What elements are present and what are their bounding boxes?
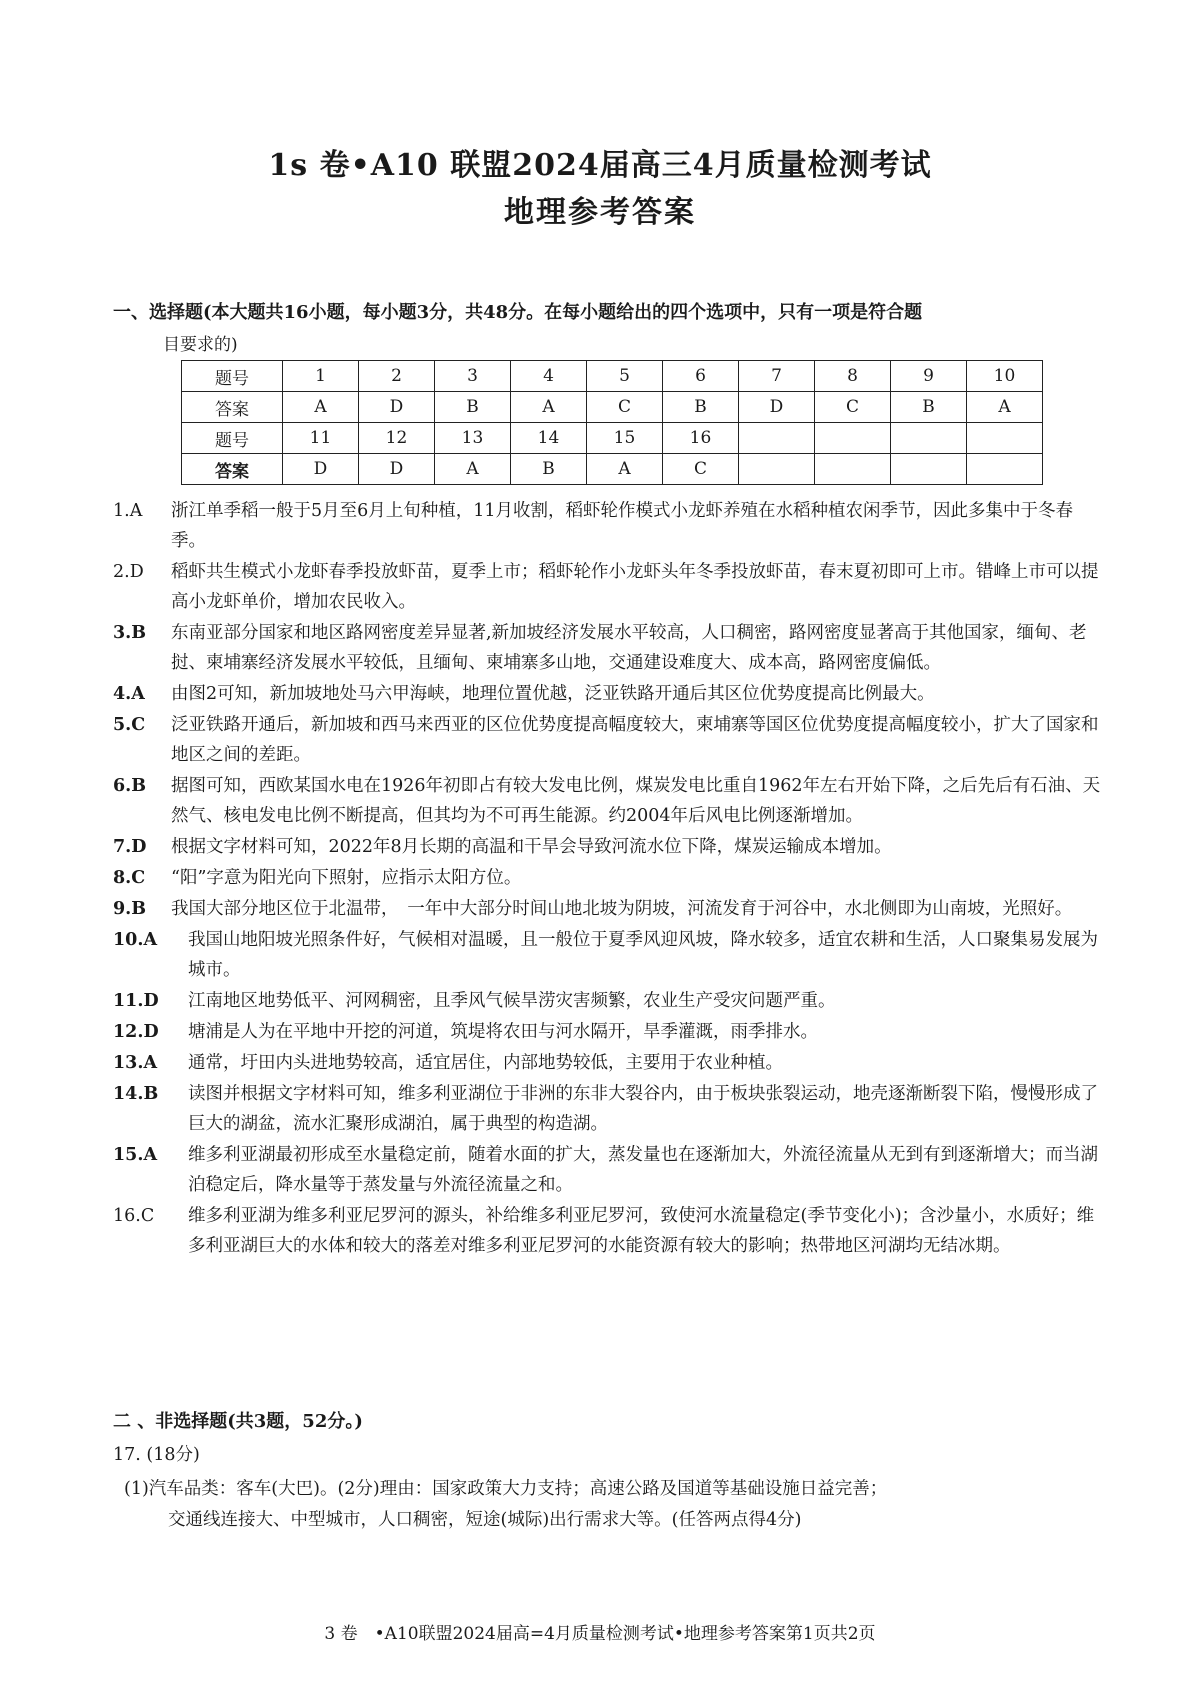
answer-line: 交通线连接大、中型城市，人口稠密，短途(城际)出行需求大等。(任答两点得4分): [168, 1510, 802, 1530]
item-number: 10.A: [113, 930, 158, 950]
table-cell: B: [435, 392, 511, 423]
item-text: 泛亚铁路开通后，新加坡和西马来西亚的区位优势度提高幅度较大，柬埔寨等国区位优势度提高幅度较小，扩大了国家和地区之间的差距。: [171, 715, 1099, 765]
table-cell: [891, 423, 967, 454]
table-cell: C: [815, 392, 891, 423]
item-number: 2.D: [113, 562, 144, 582]
section1-heading-cont: 目要求的): [163, 335, 238, 355]
item-number: 9.B: [113, 899, 147, 919]
list-item: [113, 863, 1103, 893]
item-text: 维多利亚湖最初形成至水量稳定前，随着水面的扩大，蒸发量也在逐渐加大，外流径流量从无到有到逐渐增大；而当湖泊稳定后，降水量等于蒸发量与外流径流量之和。: [188, 1145, 1098, 1195]
item-number: 8.C: [113, 868, 146, 888]
list-item: [113, 894, 1103, 924]
answer-table: [181, 360, 1043, 485]
table-cell: [967, 423, 1043, 454]
subject-title: 地理参考答案: [504, 195, 696, 230]
item-text: 江南地区地势低平、河网稠密，且季风气候旱涝灾害频繁，农业生产受灾问题严重。: [188, 991, 836, 1011]
table-cell: A: [967, 392, 1043, 423]
table-cell: A: [587, 454, 663, 485]
list-item: [113, 710, 1103, 770]
item-text: 稻虾共生模式小龙虾春季投放虾苗，夏季上市；稻虾轮作小龙虾头年冬季投放虾苗，春末夏初即可上市。错峰上市可以提高小龙虾单价，增加农民收入。: [171, 562, 1099, 612]
list-item: [113, 1201, 1103, 1261]
item-text: 我国山地阳坡光照条件好，气候相对温暖，且一般位于夏季风迎风坡，降水较多，适宜农耕和生活，人口聚集易发展为城市。: [188, 930, 1098, 980]
item-number: 1.A: [113, 501, 143, 521]
table-cell: A: [435, 454, 511, 485]
item-text: 由图2可知，新加坡地处马六甲海峡，地理位置优越，泛亚铁路开通后其区位优势度提高比例最大。: [171, 684, 935, 704]
item-number: 11.D: [113, 991, 159, 1011]
table-cell: [739, 423, 815, 454]
table-row: [182, 454, 1043, 485]
table-row: [182, 392, 1043, 423]
table-cell: B: [511, 454, 587, 485]
list-item: [113, 832, 1103, 862]
table-cell: 10: [967, 361, 1043, 392]
item-text: 东南亚部分国家和地区路网密度差异显著,新加坡经济发展水平较高，人口稠密，路网密度显著高于其他国家，缅甸、老挝、柬埔寨经济发展水平较低，且缅甸、柬埔寨多山地，交通建设难度大、成本高，路网密度偏低。: [171, 623, 1087, 673]
list-item: [113, 1017, 1103, 1047]
table-cell: C: [587, 392, 663, 423]
table-cell: 7: [739, 361, 815, 392]
table-row: [182, 423, 1043, 454]
table-cell: 6: [663, 361, 739, 392]
question-17-answer: [124, 1474, 1104, 1536]
table-cell: 9: [891, 361, 967, 392]
item-number: 15.A: [113, 1145, 158, 1165]
item-text: 浙江单季稻一般于5月至6月上旬种植，11月收割，稻虾轮作模式小龙虾养殖在水稻种植农闲季节，因此多集中于冬春季。: [171, 501, 1074, 551]
table-cell: B: [663, 392, 739, 423]
list-item: [113, 986, 1103, 1016]
list-item: [113, 771, 1103, 831]
table-cell: 2: [359, 361, 435, 392]
answer-line: (1)汽车品类：客车(大巴)。(2分)理由：国家政策大力支持；高速公路及国道等基础设施日益完善；: [124, 1479, 888, 1499]
section1-heading: 一、选择题(本大题共16小题，每小题3分，共48分。在每小题给出的四个选项中，只有一项是符合题: [113, 302, 923, 323]
table-cell: B: [891, 392, 967, 423]
question-17-title: 17. (18分): [113, 1445, 200, 1465]
table-cell: 1: [283, 361, 359, 392]
row-label: 答案: [182, 454, 283, 485]
list-item: [113, 557, 1103, 617]
item-text: 读图并根据文字材料可知，维多利亚湖位于非洲的东非大裂谷内，由于板块张裂运动，地壳逐渐断裂下陷，慢慢形成了巨大的湖盆，流水汇聚形成湖泊，属于典型的构造湖。: [188, 1084, 1098, 1134]
table-cell: A: [283, 392, 359, 423]
table-cell: [815, 423, 891, 454]
table-cell: D: [283, 454, 359, 485]
explanation-list: [113, 496, 1103, 1262]
item-number: 4.A: [113, 684, 145, 704]
list-item: [113, 679, 1103, 709]
table-cell: 4: [511, 361, 587, 392]
table-cell: 11: [283, 423, 359, 454]
item-number: 3.B: [113, 623, 147, 643]
row-label: 题号: [182, 423, 283, 454]
table-cell: [739, 454, 815, 485]
table-cell: 3: [435, 361, 511, 392]
table-cell: 15: [587, 423, 663, 454]
table-cell: C: [663, 454, 739, 485]
list-item: [113, 1048, 1103, 1078]
item-number: 14.B: [113, 1084, 159, 1104]
page-footer: 3 卷 •A10联盟2024届高=4月质量检测考试•地理参考答案第1页共2页: [324, 1624, 876, 1644]
section2-heading: 二 、非选择题(共3题，52分。): [113, 1411, 363, 1432]
item-text: 据图可知，西欧某国水电在1926年初即占有较大发电比例，煤炭发电比重自1962年左右开始下降，之后先后有石油、天然气、核电发电比例不断提高，但其均为不可再生能源。约2004年后风电比例逐渐增加。: [171, 776, 1101, 826]
item-number: 5.C: [113, 715, 146, 735]
item-text: 根据文字材料可知，2022年8月长期的高温和干旱会导致河流水位下降，煤炭运输成本增加。: [171, 837, 892, 857]
list-item: [113, 496, 1103, 556]
table-cell: 12: [359, 423, 435, 454]
item-number: 12.D: [113, 1022, 159, 1042]
table-cell: D: [359, 454, 435, 485]
table-cell: [815, 454, 891, 485]
table-row: [182, 361, 1043, 392]
table-cell: [891, 454, 967, 485]
item-number: 13.A: [113, 1053, 158, 1073]
table-cell: 5: [587, 361, 663, 392]
item-number: 16.C: [113, 1206, 155, 1226]
item-text: 我国大部分地区位于北温带， 一年中大部分时间山地北坡为阴坡，河流发育于河谷中，水北侧即为山南坡，光照好。: [171, 899, 1073, 919]
table-cell: 16: [663, 423, 739, 454]
item-number: 7.D: [113, 837, 147, 857]
item-text: 通常，圩田内头进地势较高，适宜居住，内部地势较低，主要用于农业种植。: [188, 1053, 783, 1073]
list-item: [113, 1079, 1103, 1139]
row-label: 答案: [182, 392, 283, 423]
list-item: [113, 618, 1103, 678]
list-item: [113, 1140, 1103, 1200]
table-cell: 8: [815, 361, 891, 392]
table-cell: [967, 454, 1043, 485]
table-cell: D: [359, 392, 435, 423]
table-cell: 14: [511, 423, 587, 454]
item-text: 维多利亚湖为维多利亚尼罗河的源头，补给维多利亚尼罗河，致使河水流量稳定(季节变化小)；含沙量小，水质好；维多利亚湖巨大的水体和较大的落差对维多利亚尼罗河的水能资源有较大的影响；热带地区河湖均无结冰期。: [188, 1206, 1095, 1256]
list-item: [113, 925, 1103, 985]
item-text: 塘浦是人为在平地中开挖的河道，筑堤将农田与河水隔开，旱季灌溉，雨季排水。: [188, 1022, 818, 1042]
table-cell: D: [739, 392, 815, 423]
item-number: 6.B: [113, 776, 147, 796]
item-text: “阳”字意为阳光向下照射，应指示太阳方位。: [171, 868, 522, 888]
exam-title: 1s 卷•A10 联盟2024届高三4月质量检测考试: [268, 148, 932, 183]
table-cell: A: [511, 392, 587, 423]
table-cell: 13: [435, 423, 511, 454]
row-label: 题号: [182, 361, 283, 392]
